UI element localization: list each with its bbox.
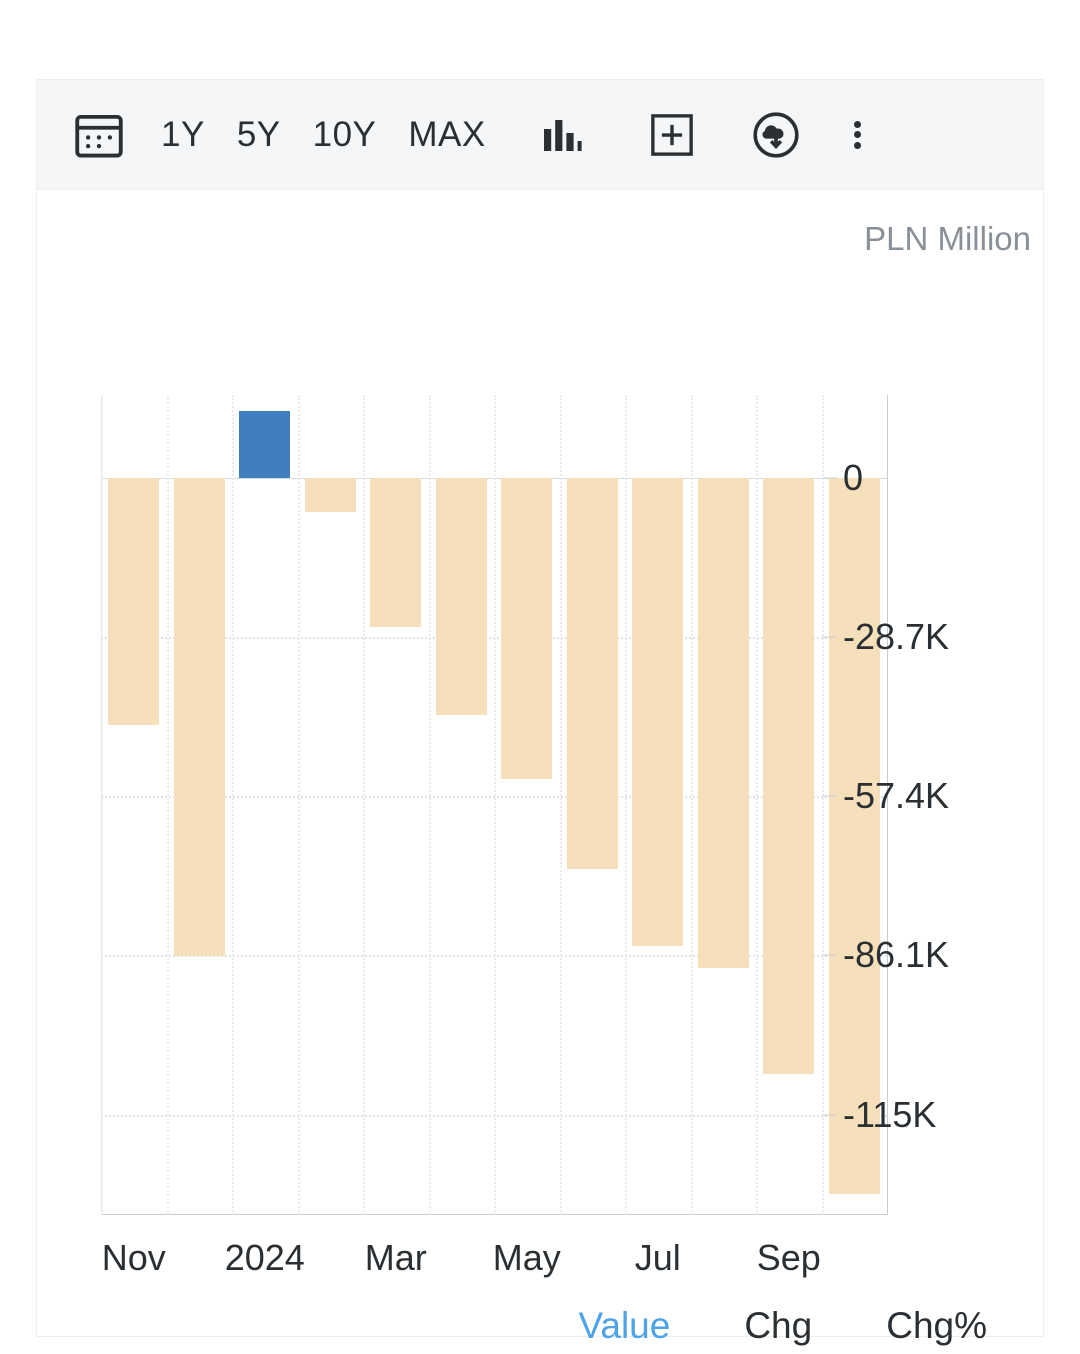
bar-chart-icon[interactable] xyxy=(530,103,594,167)
vertical-gridline xyxy=(232,395,234,1215)
y-axis-tick-label: 0 xyxy=(843,457,864,499)
chart-bar[interactable] xyxy=(501,478,552,779)
vertical-gridline xyxy=(298,395,300,1215)
y-tick-mark xyxy=(823,955,837,956)
legend-item-chg[interactable]: Chg xyxy=(744,1305,813,1346)
vertical-gridline xyxy=(691,395,693,1215)
chart-toolbar xyxy=(37,80,1043,190)
range-button-10y[interactable]: 10Y xyxy=(312,114,377,154)
chart-bar[interactable] xyxy=(174,478,225,956)
vertical-gridline xyxy=(756,395,758,1215)
x-axis-tick-label: Mar xyxy=(364,1237,427,1278)
y-axis-tick-label: -86.1K xyxy=(843,934,950,976)
chart-bar[interactable] xyxy=(763,478,814,1074)
chart-legend xyxy=(37,1305,1043,1347)
x-axis-tick-label: Sep xyxy=(756,1237,821,1278)
y-axis-tick-label: -57.4K xyxy=(843,775,950,817)
vertical-gridline xyxy=(625,395,627,1215)
chart-panel xyxy=(36,79,1044,1346)
y-tick-mark xyxy=(823,796,837,797)
y-axis-tick-label: -115K xyxy=(843,1094,937,1136)
legend-item-chgpct[interactable]: Chg% xyxy=(886,1305,987,1346)
range-button-1y[interactable]: 1Y xyxy=(161,114,205,154)
calendar-icon[interactable] xyxy=(67,103,131,167)
chart-bar[interactable] xyxy=(239,411,290,479)
plus-box-icon[interactable] xyxy=(640,103,704,167)
chart-bar[interactable] xyxy=(567,478,618,869)
vertical-gridline xyxy=(494,395,496,1215)
vertical-gridline xyxy=(429,395,431,1215)
vertical-gridline xyxy=(101,395,103,1215)
more-vertical-icon[interactable] xyxy=(836,117,880,152)
chart-bar[interactable] xyxy=(829,478,880,1194)
vertical-gridline xyxy=(167,395,169,1215)
x-axis-tick-label: Jul xyxy=(634,1237,681,1278)
chart-unit-label: PLN Million xyxy=(864,220,1031,257)
vertical-gridline xyxy=(363,395,365,1215)
y-tick-mark xyxy=(823,1115,837,1116)
vertical-gridline xyxy=(560,395,562,1215)
cloud-download-icon[interactable] xyxy=(744,103,808,167)
chart-bar[interactable] xyxy=(436,478,487,715)
range-button-max[interactable]: MAX xyxy=(408,114,486,154)
x-axis-tick-label: May xyxy=(492,1237,561,1278)
chart-area xyxy=(37,190,1043,1346)
chart-bar[interactable] xyxy=(108,478,159,725)
x-axis-tick-label: 2024 xyxy=(224,1237,305,1278)
y-tick-mark xyxy=(823,478,837,479)
chart-bar[interactable] xyxy=(370,478,421,626)
x-axis-tick-label: Nov xyxy=(101,1237,166,1278)
range-button-5y[interactable]: 5Y xyxy=(236,114,281,154)
y-axis-tick-label: -28.7K xyxy=(843,616,950,658)
vertical-gridline xyxy=(822,395,824,1215)
chart-bar[interactable] xyxy=(632,478,683,946)
legend-item-value[interactable]: Value xyxy=(578,1305,671,1346)
chart-bar[interactable] xyxy=(305,478,356,512)
y-tick-mark xyxy=(823,637,837,638)
chart-bar[interactable] xyxy=(698,478,749,968)
plot-region[interactable] xyxy=(101,395,887,1215)
